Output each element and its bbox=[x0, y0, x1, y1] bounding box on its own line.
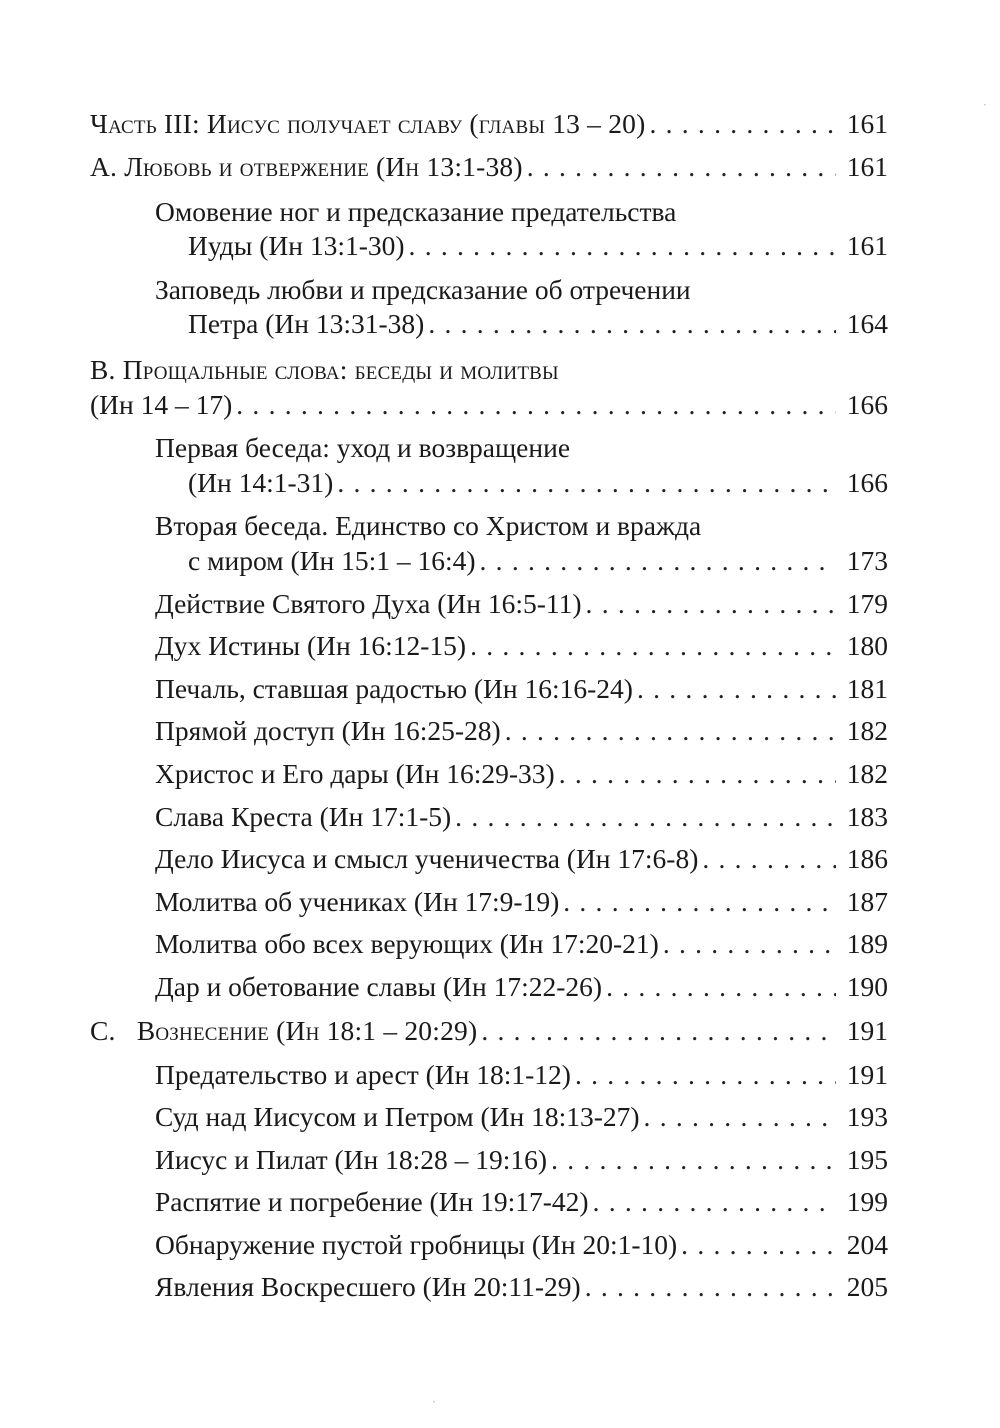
toc-subentry-line1[interactable] bbox=[155, 272, 691, 308]
dot-leader bbox=[480, 543, 836, 579]
dot-leader bbox=[481, 1013, 836, 1049]
toc-entry-title: (Ин 14:1-31) bbox=[188, 467, 334, 498]
toc-entry-page: 166 bbox=[846, 467, 888, 498]
toc-subentry[interactable] bbox=[155, 1269, 888, 1305]
toc-entry-page: 186 bbox=[846, 843, 888, 874]
toc-subentry[interactable] bbox=[155, 1099, 888, 1135]
toc-entry-title: Заповедь любви и предсказание об отречении bbox=[155, 274, 691, 305]
dot-leader bbox=[409, 228, 836, 264]
dot-leader bbox=[563, 884, 836, 920]
toc-subentry[interactable] bbox=[155, 841, 888, 877]
toc-entry-page: 173 bbox=[846, 545, 888, 576]
toc-entry-page: 191 bbox=[846, 1015, 888, 1046]
toc-subentry[interactable] bbox=[155, 1142, 888, 1178]
dot-leader bbox=[428, 306, 836, 342]
toc-subentry[interactable] bbox=[155, 1184, 888, 1220]
toc-entry-page: 190 bbox=[846, 971, 888, 1002]
toc-subentry[interactable] bbox=[155, 1057, 888, 1093]
toc-subentry[interactable] bbox=[155, 586, 888, 622]
toc-subentry-line1[interactable] bbox=[155, 430, 570, 466]
toc-subentry[interactable] bbox=[155, 799, 888, 835]
dot-leader bbox=[593, 1184, 836, 1220]
toc-entry-title: Прямой доступ (Ин 16:25-28) bbox=[155, 715, 501, 746]
toc-entry-title: Действие Святого Духа (Ин 16:5-11) bbox=[155, 588, 582, 619]
scan-speck: · bbox=[432, 1395, 436, 1409]
toc-subentry-line2[interactable] bbox=[188, 543, 888, 579]
dot-leader bbox=[637, 671, 836, 707]
toc-entry-title: Предательство и арест (Ин 18:1-12) bbox=[155, 1059, 571, 1090]
toc-entry-page: 187 bbox=[846, 886, 888, 917]
toc-subentry-line2[interactable] bbox=[188, 228, 888, 264]
toc-entry-title: Вторая беседа. Единство со Христом и вражда bbox=[155, 510, 702, 541]
dot-leader bbox=[470, 628, 836, 664]
toc-entry-title: Суд над Иисусом и Петром (Ин 18:13-27) bbox=[155, 1101, 640, 1132]
toc-subentry[interactable] bbox=[155, 671, 888, 707]
toc-entry-page: 182 bbox=[846, 758, 888, 789]
toc-entry-title: с миром (Ин 15:1 – 16:4) bbox=[188, 545, 476, 576]
toc-entry-title: Иисус и Пилат (Ин 18:28 – 19:16) bbox=[155, 1144, 548, 1175]
toc-entry-title: Дело Иисуса и смысл ученичества (Ин 17:6-8) bbox=[155, 843, 699, 874]
toc-subentry-line1[interactable] bbox=[155, 508, 701, 544]
toc-section-c[interactable] bbox=[90, 1013, 888, 1049]
dot-leader bbox=[681, 1227, 836, 1263]
toc-entry-page: 193 bbox=[846, 1101, 888, 1132]
toc-entry-title: Иуды (Ин 13:1-30) bbox=[188, 230, 405, 261]
dot-leader bbox=[586, 586, 836, 622]
toc-entry-page: 183 bbox=[846, 801, 888, 832]
toc-part-entry[interactable] bbox=[90, 106, 888, 142]
toc-entry-title: Молитва об учениках (Ин 17:9-19) bbox=[155, 886, 560, 917]
dot-leader bbox=[644, 1099, 836, 1135]
dot-leader bbox=[663, 926, 836, 962]
toc-entry-page: 166 bbox=[846, 389, 888, 420]
toc-entry-title: Слава Креста (Ин 17:1-5) bbox=[155, 801, 452, 832]
toc-entry-page: 180 bbox=[846, 630, 888, 661]
toc-entry-title: Петра (Ин 13:31-38) bbox=[188, 308, 425, 339]
toc-subentry[interactable] bbox=[155, 628, 888, 664]
dot-leader bbox=[559, 756, 836, 792]
toc-entry-title: Печаль, ставшая радостью (Ин 16:16-24) bbox=[155, 673, 633, 704]
toc-subentry-line2[interactable] bbox=[188, 465, 888, 501]
toc-entry-title: (Ин 14 – 17) bbox=[90, 389, 233, 420]
toc-entry-title: Молитва обо всех верующих (Ин 17:20-21) bbox=[155, 928, 659, 959]
dot-leader bbox=[551, 1142, 836, 1178]
dot-leader bbox=[505, 713, 836, 749]
toc-subentry[interactable] bbox=[155, 756, 888, 792]
toc-subentry[interactable] bbox=[155, 713, 888, 749]
toc-subentry-line2[interactable] bbox=[188, 306, 888, 342]
toc-entry-title: Дар и обетование славы (Ин 17:22-26) bbox=[155, 971, 603, 1002]
toc-subentry[interactable] bbox=[155, 884, 888, 920]
toc-section-b-line1[interactable] bbox=[90, 352, 559, 388]
toc-entry-title: Часть III: Иисус получает славу (главы 13 – 20) bbox=[90, 108, 646, 139]
dot-leader bbox=[236, 387, 836, 423]
dot-leader bbox=[575, 1057, 836, 1093]
toc-entry-title: Омовение ног и предсказание предательства bbox=[155, 196, 677, 227]
toc-subentry-line1[interactable] bbox=[155, 194, 676, 230]
toc-entry-page: 181 bbox=[846, 673, 888, 704]
toc-entry-title: Обнаружение пустой гробницы (Ин 20:1-10) bbox=[155, 1229, 678, 1260]
toc-entry-title: Распятие и погребение (Ин 19:17-42) bbox=[155, 1186, 589, 1217]
toc-entry-title: А. Любовь и отвержение (Ин 13:1-38) bbox=[90, 151, 523, 182]
dot-leader bbox=[585, 1269, 836, 1305]
dot-leader bbox=[702, 841, 836, 877]
toc-subentry[interactable] bbox=[155, 926, 888, 962]
dot-leader bbox=[527, 149, 836, 185]
toc-entry-page: 164 bbox=[846, 308, 888, 339]
toc-entry-title: Дух Истины (Ин 16:12-15) bbox=[155, 630, 467, 661]
toc-subentry[interactable] bbox=[155, 969, 888, 1005]
toc-entry-page: 191 bbox=[846, 1059, 888, 1090]
toc-entry-title: Явления Воскресшего (Ин 20:11-29) bbox=[155, 1271, 581, 1302]
dot-leader bbox=[649, 106, 836, 142]
toc-entry-title: Первая беседа: уход и возвращение bbox=[155, 432, 571, 463]
toc-entry-title: С. Вознесение (Ин 18:1 – 20:29) bbox=[90, 1015, 478, 1046]
toc-entry-page: 161 bbox=[846, 230, 888, 261]
toc-section-a[interactable] bbox=[90, 149, 888, 185]
toc-entry-page: 161 bbox=[846, 151, 888, 182]
toc-entry-page: 161 bbox=[846, 108, 888, 139]
toc-subentry[interactable] bbox=[155, 1227, 888, 1263]
toc-entry-page: 189 bbox=[846, 928, 888, 959]
toc-entry-title: Христос и Его дары (Ин 16:29-33) bbox=[155, 758, 555, 789]
toc-entry-page: 195 bbox=[846, 1144, 888, 1175]
toc-entry-page: 204 bbox=[846, 1229, 888, 1260]
toc-entry-page: 199 bbox=[846, 1186, 888, 1217]
scan-speck: · bbox=[983, 98, 987, 112]
toc-entry-title: В. Прощальные слова: беседы и молитвы bbox=[90, 354, 559, 385]
toc-entry-page: 179 bbox=[846, 588, 888, 619]
toc-entry-page: 205 bbox=[846, 1271, 888, 1302]
dot-leader bbox=[606, 969, 836, 1005]
toc-section-b-line2[interactable] bbox=[90, 387, 888, 423]
dot-leader bbox=[337, 465, 836, 501]
toc-entry-page: 182 bbox=[846, 715, 888, 746]
dot-leader bbox=[455, 799, 836, 835]
